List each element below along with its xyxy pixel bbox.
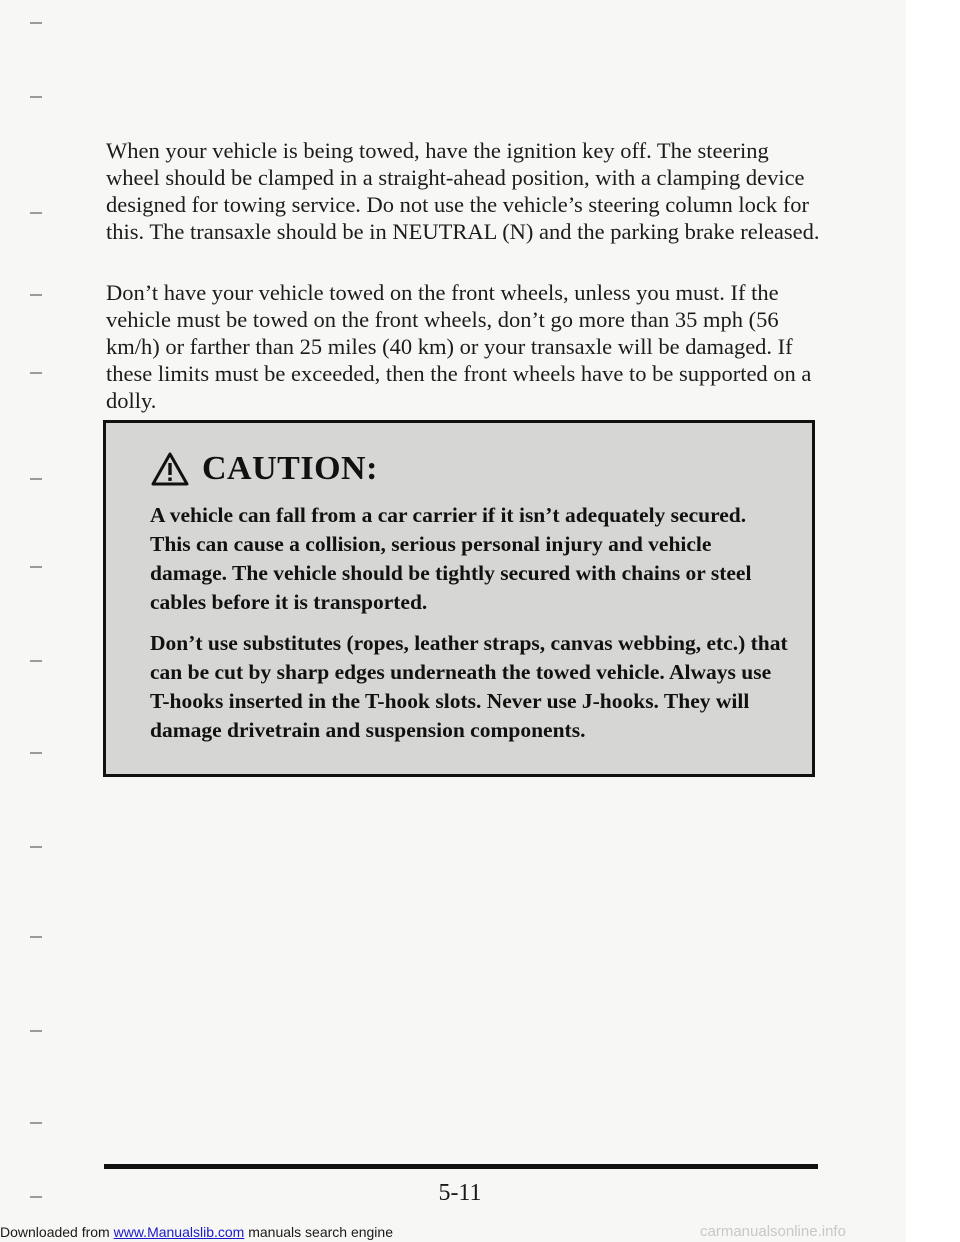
caution-title: CAUTION: bbox=[202, 450, 378, 487]
banner-prefix: Downloaded from bbox=[0, 1224, 114, 1240]
caution-car-carrier-text: A vehicle can fall from a car carrier if it isn’t adequately secured. This can cause a collision, serious personal injury and vehicle damage. The vehicle should be tightly secured with chains or steel cables before it is transported. bbox=[150, 503, 752, 614]
towing-front-wheels-paragraph: Don’t have your vehicle towed on the front wheels, unless you must. If the vehicle must be towed on the front wheels, don’t go more than 35 mph (56 km/h) or farther than 25 miles (40 km) or your transaxle will be damaged. If these limits must be exceeded, then the front wheels have to be supported on a dolly. bbox=[106, 280, 812, 413]
margin-tick bbox=[30, 660, 42, 662]
margin-tick bbox=[30, 846, 42, 848]
footer-rule bbox=[104, 1164, 818, 1169]
margin-tick bbox=[30, 1196, 42, 1198]
page-number: 5-11 bbox=[438, 1180, 482, 1206]
banner-suffix: manuals search engine bbox=[244, 1224, 393, 1240]
caution-box bbox=[103, 420, 815, 777]
margin-tick bbox=[30, 566, 42, 568]
caution-content bbox=[150, 445, 790, 745]
margin-tick bbox=[30, 1122, 42, 1124]
margin-tick bbox=[30, 22, 42, 24]
margin-tick bbox=[30, 752, 42, 754]
margin-tick bbox=[30, 936, 42, 938]
margin-tick bbox=[30, 294, 42, 296]
margin-tick bbox=[30, 212, 42, 214]
manualslib-link[interactable]: www.Manualslib.com bbox=[113, 1224, 245, 1240]
download-banner bbox=[0, 1222, 393, 1242]
margin-tick bbox=[30, 478, 42, 480]
caution-header bbox=[150, 445, 790, 493]
warning-triangle-icon bbox=[150, 451, 190, 487]
caution-substitutes-text: Don’t use substitutes (ropes, leather straps, canvas webbing, etc.) that can be cut by sharp edges underneath the towed vehicle. Always use T-hooks inserted in the T-hook slots. Never use J-hooks. They will damage drivetrain and suspension components. bbox=[150, 631, 788, 742]
site-watermark: carmanualsonline.info bbox=[700, 1223, 846, 1240]
margin-tick bbox=[30, 1030, 42, 1032]
margin-tick bbox=[30, 372, 42, 374]
page-edge-strip bbox=[906, 0, 960, 1242]
towing-ignition-paragraph: When your vehicle is being towed, have the ignition key off. The steering wheel should be clamped in a straight-ahead position, with a clamping device designed for towing service. Do not use the vehicle’s steering column lock for this. The transaxle should be in NEUTRAL (N) and the parking brake released. bbox=[106, 138, 820, 244]
margin-tick bbox=[30, 96, 42, 98]
margin-tick-marks bbox=[0, 0, 40, 1242]
